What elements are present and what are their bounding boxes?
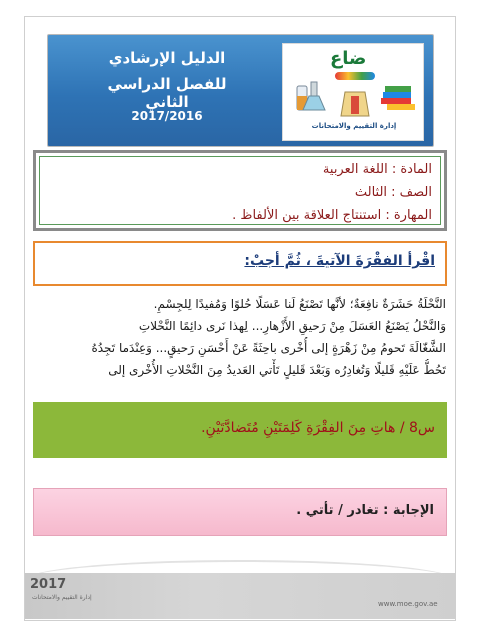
answer-text: الإجابة : تغادر / تأتي . xyxy=(296,503,434,518)
lesson-info-inner xyxy=(39,156,441,225)
header-subtitle: للفصل الدراسي الثاني xyxy=(107,75,227,111)
logo-wordmark: ضاع xyxy=(330,48,367,69)
reading-passage xyxy=(34,293,446,381)
books-icon xyxy=(379,80,417,112)
instruction-box xyxy=(33,241,447,286)
logo-card xyxy=(282,43,424,141)
footer-year: 2017 xyxy=(30,577,67,592)
passage-line: تَحُطُّ عَلَيْهِ قَليلًا وَتُغادِرُه وَبَعْدَ قَليلٍ تَأْتي العَديدُ مِنَ النَّحْلاتِ الأُخْرى إلى xyxy=(108,363,446,377)
skill-label: المهارة : استنتاج العلاقة بين الألفاظ . xyxy=(232,208,432,223)
header-banner xyxy=(47,34,434,147)
instruction-heading: اقْرأ الفقْرَةَ الآتيةَ ، ثُمَّ أجبْ: xyxy=(244,253,435,269)
logo-color-bar-icon xyxy=(335,72,375,80)
header-year: 2017/2016 xyxy=(131,109,203,123)
subject-label: المادة : اللغة العربية xyxy=(322,162,432,177)
footer-url: www.moe.gov.ae xyxy=(378,600,438,608)
passage-line: الشَّغّالَةَ تَحومُ مِنْ زَهْرَةٍ إلى أُخْرى باحِثَةً عَنْ أَحْسَنِ رَحيقٍ... وَعِنْدَما تَجِدُهُ xyxy=(91,341,446,355)
passage-line: وَالنَّحْلُ يَصْنَعُ العَسَلَ مِنْ رَحيقِ الأَزْهارِ... لِهذا نَرى دائِمًا النَّحْلاتِ xyxy=(138,319,446,333)
header-title: الدليل الإرشادي xyxy=(108,49,226,67)
lab-flask-icon xyxy=(295,80,327,112)
question-box xyxy=(33,402,447,458)
footer-subtitle: إدارة التقييم والامتحانات xyxy=(32,594,92,601)
answer-box xyxy=(33,488,447,536)
grade-label: الصف : الثالث xyxy=(354,185,432,200)
department-label: إدارة التقييم والامتحانات xyxy=(311,122,397,130)
question-text: س8 / هاتِ مِنَ الفِقْرَةِ كَلِمَتَيْنِ مُتَضادَّتَيْنِ. xyxy=(201,420,435,436)
beaker-icon xyxy=(335,88,375,118)
passage-line: النَّحْلَةُ حَشَرَةٌ نافِعَةٌ؛ لأنَّها تَصْنَعُ لَنا عَسَلًا حُلوًا وَمُفيدًا لِلجِسْمِ. xyxy=(153,297,446,311)
lesson-info-box xyxy=(33,150,447,231)
